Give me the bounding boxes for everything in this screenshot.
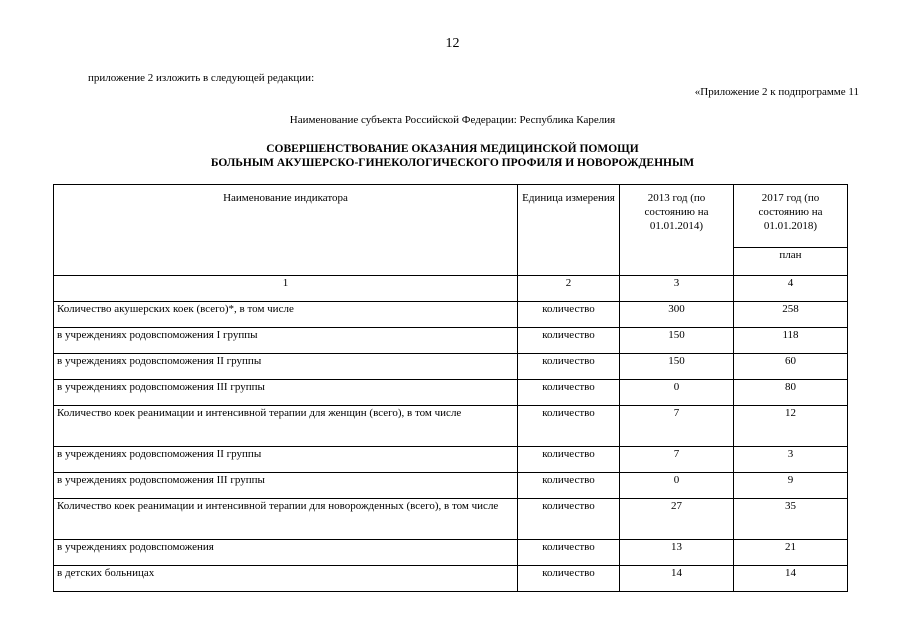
indicator-name: в учреждениях родовспоможения II группы xyxy=(54,447,518,473)
table-row xyxy=(54,499,848,540)
value-2017: 14 xyxy=(734,566,848,592)
title-line-2: БОЛЬНЫМ АКУШЕРСКО-ГИНЕКОЛОГИЧЕСКОГО ПРОФИЛЯ И НОВОРОЖДЕННЫМ xyxy=(210,157,695,169)
title-line-1: СОВЕРШЕНСТВОВАНИЕ ОКАЗАНИЯ МЕДИЦИНСКОЙ ПОМОЩИ xyxy=(266,143,639,155)
header-2017: 2017 год (по состоянию на 01.01.2018) xyxy=(734,185,848,248)
value-2013: 7 xyxy=(620,406,734,447)
value-2013: 300 xyxy=(620,302,734,328)
value-2013: 150 xyxy=(620,328,734,354)
unit-cell: количество xyxy=(518,540,620,566)
value-2017: 21 xyxy=(734,540,848,566)
column-number: 3 xyxy=(620,276,734,302)
indicator-name: в детских больницах xyxy=(54,566,518,592)
header-indicator: Наименование индикатора xyxy=(54,185,518,276)
unit-cell: количество xyxy=(518,380,620,406)
value-2017: 258 xyxy=(734,302,848,328)
unit-cell: количество xyxy=(518,499,620,540)
table-row xyxy=(54,540,848,566)
table-row xyxy=(54,328,848,354)
table-row xyxy=(54,473,848,499)
unit-cell: количество xyxy=(518,566,620,592)
value-2013: 0 xyxy=(620,473,734,499)
table-row xyxy=(54,380,848,406)
column-number: 1 xyxy=(54,276,518,302)
indicator-name: в учреждениях родовспоможения II группы xyxy=(54,354,518,380)
indicator-name: Количество коек реанимации и интенсивной терапии для новорожденных (всего), в том числе xyxy=(54,499,518,540)
unit-cell: количество xyxy=(518,447,620,473)
table-row xyxy=(54,566,848,592)
value-2017: 35 xyxy=(734,499,848,540)
unit-cell: количество xyxy=(518,302,620,328)
table-row xyxy=(54,406,848,447)
indicator-name: в учреждениях родовспоможения III группы xyxy=(54,473,518,499)
indicator-name: Количество коек реанимации и интенсивной терапии для женщин (всего), в том числе xyxy=(54,406,518,447)
header-2013: 2013 год (по состоянию на 01.01.2014) xyxy=(620,185,734,276)
value-2013: 7 xyxy=(620,447,734,473)
value-2013: 0 xyxy=(620,380,734,406)
indicators-table xyxy=(53,184,848,592)
page-number: 12 xyxy=(445,36,460,51)
indicator-name: в учреждениях родовспоможения III группы xyxy=(54,380,518,406)
value-2017: 80 xyxy=(734,380,848,406)
value-2017: 3 xyxy=(734,447,848,473)
subject-line: Наименование субъекта Российской Федерации: Республика Карелия xyxy=(289,114,616,126)
value-2017: 118 xyxy=(734,328,848,354)
column-number: 4 xyxy=(734,276,848,302)
table-row xyxy=(54,447,848,473)
value-2017: 60 xyxy=(734,354,848,380)
column-number: 2 xyxy=(518,276,620,302)
value-2013: 13 xyxy=(620,540,734,566)
unit-cell: количество xyxy=(518,406,620,447)
indicator-name: в учреждениях родовспоможения I группы xyxy=(54,328,518,354)
header-plan: план xyxy=(734,248,848,276)
unit-cell: количество xyxy=(518,328,620,354)
value-2013: 150 xyxy=(620,354,734,380)
intro-text: приложение 2 изложить в следующей редакции: xyxy=(88,72,315,84)
table-row xyxy=(54,354,848,380)
value-2017: 9 xyxy=(734,473,848,499)
value-2017: 12 xyxy=(734,406,848,447)
unit-cell: количество xyxy=(518,473,620,499)
value-2013: 14 xyxy=(620,566,734,592)
document-title xyxy=(0,142,905,170)
indicator-name: Количество акушерских коек (всего)*, в том числе xyxy=(54,302,518,328)
table-row xyxy=(54,302,848,328)
value-2013: 27 xyxy=(620,499,734,540)
unit-cell: количество xyxy=(518,354,620,380)
appendix-reference: «Приложение 2 к подпрограмме 11 xyxy=(694,86,859,98)
indicator-name: в учреждениях родовспоможения xyxy=(54,540,518,566)
header-unit: Единица измерения xyxy=(518,185,620,276)
